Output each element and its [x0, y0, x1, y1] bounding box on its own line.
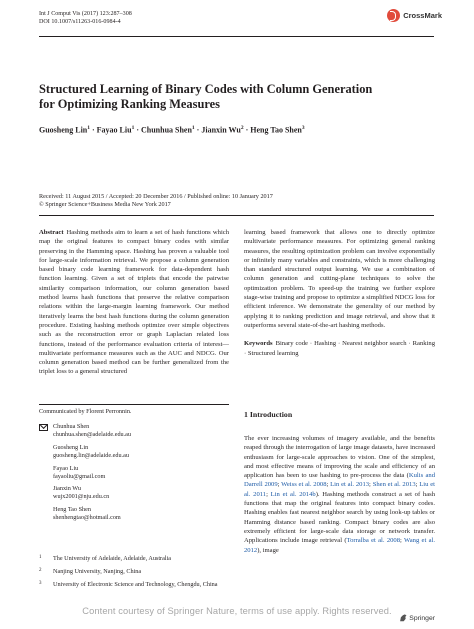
contact-icon-cell [39, 423, 53, 439]
abstract-rule [39, 215, 434, 216]
contact-entry [39, 423, 229, 439]
crossmark-icon [387, 9, 400, 22]
intro-text-segment: ), image [257, 546, 279, 554]
footnote-rule [39, 404, 229, 405]
paper-title [39, 82, 434, 111]
author-name: Jianxin Wu [201, 125, 241, 135]
author-separator: · [243, 125, 251, 135]
author-affiliation-mark: 3 [301, 125, 305, 131]
citation-link[interactable]: Torralba et al. 2008 [346, 537, 401, 545]
keywords-text: Binary code · Hashing · Nearest neighbor search · Ranking · Structured learning [244, 340, 435, 357]
crossmark-label: CrossMark [403, 11, 442, 20]
contact-entry [39, 506, 229, 522]
intro-text-segment: ; [277, 481, 282, 489]
citation-link[interactable]: Liu et al. 2011 [244, 481, 435, 498]
introduction-text [244, 434, 435, 555]
contact-name: Jianxin Wu [53, 485, 81, 493]
affiliation-text: University of Electronic Science and Technology, Chengdu, China [53, 580, 218, 588]
author-separator: · [134, 125, 141, 135]
abstract-right-column [244, 228, 435, 358]
author-contacts [39, 423, 229, 527]
contact-icon-cell [39, 444, 53, 460]
affiliation-entry [39, 581, 229, 589]
abstract-left-column [39, 228, 229, 377]
communicated-by: Communicated by Florent Perronnin. [39, 408, 132, 415]
abstract-continued: learning based framework that allows one to directly optimize multivariate performance measures. For optimizing general ranking measures, the resulting optimization problem can involve exponentially or infinitely many variables and constraints, which is more challenging than standard structured output learning. We use a combination of column generation and cutting-plane techniques to solve the optimization problem. To speed-up the training we further explore stage-wise training and propose to optimize a simplified NDCG loss for efficient inference. We demonstrate the generality of our method by applying it to ranking prediction and image retrieval, and show that it outperforms several state-of-the-art hashing methods. [244, 229, 435, 329]
abstract-label: Abstract [39, 229, 64, 236]
contact-details [53, 506, 121, 522]
springer-label: Springer [409, 614, 435, 622]
contact-entry [39, 485, 229, 501]
contact-email[interactable]: guosheng.lin@adelaide.edu.au [53, 451, 129, 459]
keywords-label: Keywords [244, 340, 273, 348]
contact-icon-cell [39, 485, 53, 501]
contact-icon-cell [39, 465, 53, 481]
author-name: Guosheng Lin [39, 125, 88, 135]
journal-header [39, 10, 132, 26]
affiliation-number: 3 [39, 580, 42, 586]
affiliations [39, 555, 229, 594]
citation-link[interactable]: Lin et al. 2013 [330, 481, 370, 489]
citation-link[interactable]: Wang et al. 2012 [244, 537, 435, 554]
contact-name: Guosheng Lin [53, 443, 89, 451]
author-affiliation-mark: 1 [131, 125, 135, 131]
affiliation-number: 1 [39, 555, 42, 560]
affiliation-entry [39, 568, 229, 576]
author-name: Chunhua Shen [141, 125, 192, 135]
contact-email[interactable]: shenhengtao@hotmail.com [53, 514, 121, 522]
footer-notice: Content courtesy of Springer Nature, terms of use apply. Rights reserved. [82, 606, 392, 616]
contact-details [53, 465, 105, 481]
citation-link[interactable]: Kulis and Darrell 2009 [244, 472, 435, 489]
citation-link[interactable]: Weiss et al. 2008 [281, 481, 327, 489]
author-affiliation-mark: 2 [240, 125, 244, 131]
intro-text-segment: ; [415, 481, 420, 489]
journal-citation: Int J Comput Vis (2017) 123:287–308 [39, 11, 132, 17]
author-separator: · [194, 125, 202, 135]
publication-dates [39, 193, 273, 209]
title-line-1: Structured Learning of Binary Codes with Column Generation [39, 82, 373, 96]
citation-link[interactable]: Shen et al. 2013 [372, 481, 416, 489]
crossmark-badge[interactable] [387, 9, 442, 22]
affiliation-text: Nanjing University, Nanjing, China [53, 567, 142, 575]
contact-details [53, 444, 129, 460]
contact-details [53, 485, 109, 501]
contact-name: Fayao Liu [53, 464, 79, 472]
author-list [39, 123, 305, 136]
contact-email[interactable]: chunhua.shen@adelaide.edu.au [53, 430, 132, 438]
intro-text-segment: ). Hashing methods construct a set of hash functions that map the original features into compact binary codes. Hashing enables fast nearest neighbor search by using look-up tables or Hamming distance based ranking. Compact binary codes are also extremely efficient for large-scale data storage or network transfer. Applications include image retrieval ( [244, 490, 435, 545]
header-rule [39, 36, 434, 37]
title-line-2: for Optimizing Ranking Measures [39, 96, 220, 111]
author-affiliation-mark: 1 [87, 125, 90, 131]
author-separator: · [90, 125, 97, 135]
affiliation-number: 2 [39, 567, 42, 573]
intro-text-segment: ; [266, 490, 271, 498]
intro-text-segment: ; [326, 481, 331, 489]
contact-details [53, 423, 131, 439]
contact-email[interactable]: wujx2001@nju.edu.cn [53, 493, 110, 501]
envelope-icon [39, 424, 48, 431]
affiliation-entry [39, 555, 229, 563]
contact-email[interactable]: fayaoliu@gmail.com [53, 472, 106, 480]
introduction-heading: 1 Introduction [244, 410, 293, 419]
intro-text-segment: ; [369, 481, 373, 489]
contact-name: Chunhua Shen [53, 423, 90, 430]
keywords [244, 339, 435, 358]
contact-entry [39, 444, 229, 460]
abstract-text: Hashing methods aim to learn a set of hash functions which map the original features to compact binary codes with similar preserving in the Hamming space. Hashing has proven a valuable tool for large-scale information retrieval. We propose a column generation based binary code learning framework for data-dependent hash function learning. Given a set of triplets that encode the pairwise similarity comparison information, our column generation based method learns hash functions that preserve the relative comparison relations within the large-margin learning framework. Our method iteratively learns the best hash functions during the column generation procedure. Existing hashing methods optimize over simple objectives such as the reconstruction error or graph Laplacian related loss functions, instead of the performance evaluation criteria of interest—multivariate performance measures such as the AUC and NDCG. Our column generation based method can be further generalized from the triplet loss to a general structured [39, 229, 229, 376]
contact-name: Heng Tao Shen [53, 506, 91, 514]
copyright-line: © Springer Science+Business Media New York 2017 [39, 201, 171, 208]
affiliation-text: The University of Adelaide, Adelaide, Australia [53, 555, 172, 562]
author-name: Heng Tao Shen [250, 125, 302, 135]
intro-text-segment: The ever increasing volumes of imagery available, and the benefits reaped through the interrogation of large image datasets, have increased enthusiasm for large-scale approaches to vision. One of the simplest, and most effective means of improving the scale and efficiency of an application has been to use hashing to pre-process the data ( [244, 435, 435, 480]
dates-line: Received: 11 August 2015 / Accepted: 20 December 2016 / Published online: 10 January 2017 [39, 193, 273, 200]
intro-text-segment: ; [400, 537, 405, 545]
doi[interactable]: DOI 10.1007/s11263-016-0984-4 [39, 19, 121, 25]
author-affiliation-mark: 1 [191, 125, 195, 131]
author-name: Fayao Liu [96, 125, 132, 135]
contact-entry [39, 465, 229, 481]
citation-link[interactable]: Lin et al. 2014b [270, 490, 316, 498]
contact-icon-cell [39, 506, 53, 522]
